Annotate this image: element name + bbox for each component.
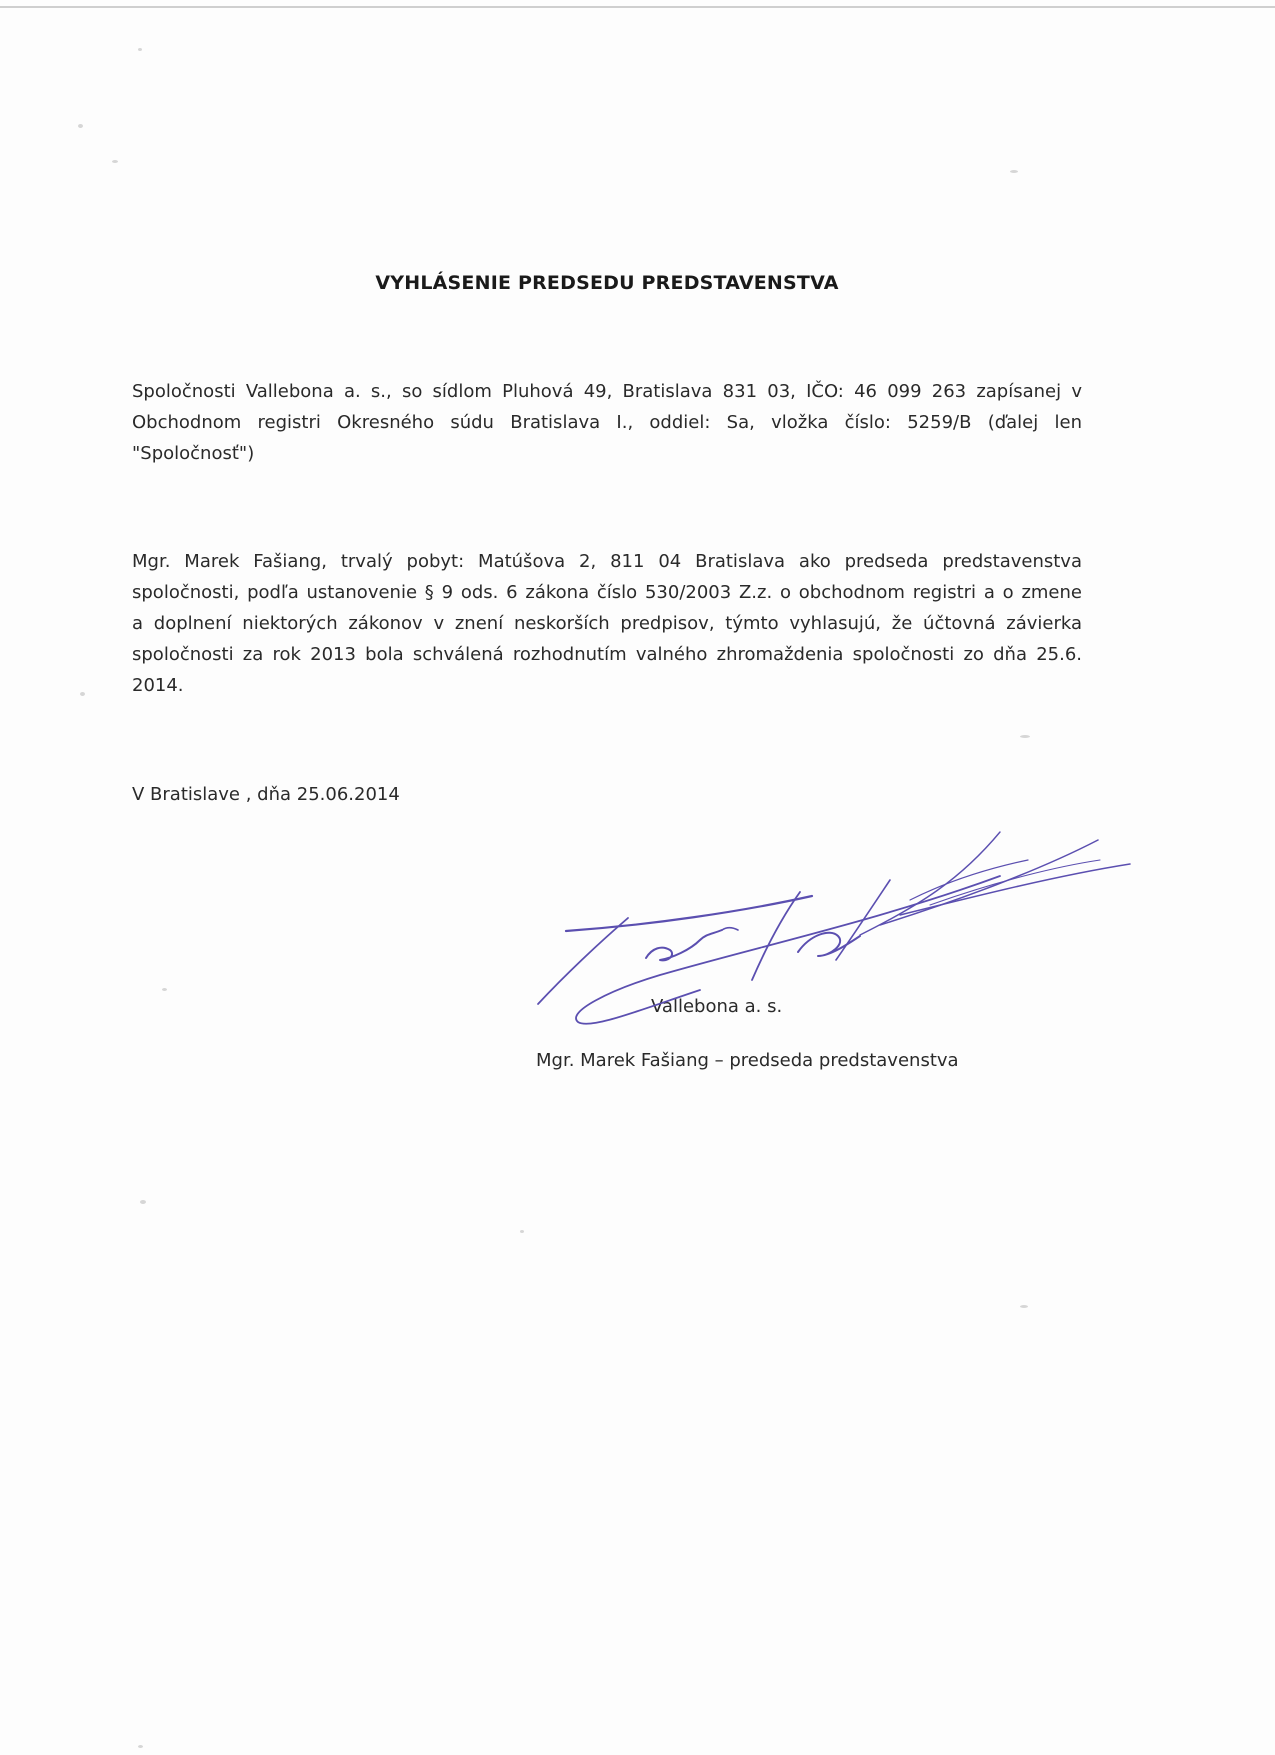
scan-speck bbox=[138, 48, 142, 51]
signature-stroke bbox=[722, 928, 738, 930]
declaration-paragraph bbox=[132, 546, 1082, 701]
scan-speck bbox=[520, 1230, 524, 1233]
signature-stroke bbox=[798, 933, 860, 956]
paragraph-line: Mgr. Marek Fašiang, trvalý pobyt: Matúšova 2, 811 04 Bratislava ako predseda predstavenstva bbox=[132, 551, 1082, 572]
signature-stroke bbox=[752, 892, 800, 980]
paragraph-line: Obchodnom registri Okresného súdu Bratislava I., oddiel: Sa, vložka číslo: 5259/B (ďalej len bbox=[132, 412, 1082, 433]
scan-speck bbox=[162, 988, 167, 991]
paragraph-line: spoločnosti, podľa ustanovenie § 9 ods. 6 zákona číslo 530/2003 Z.z. o obchodnom registri a o zmene bbox=[132, 582, 1082, 603]
document-title: VYHLÁSENIE PREDSEDU PREDSTAVENSTVA bbox=[375, 272, 839, 294]
place-and-date: V Bratislave , dňa 25.06.2014 bbox=[132, 784, 400, 805]
signature-stroke bbox=[646, 930, 722, 960]
scan-speck bbox=[78, 124, 83, 128]
scan-speck bbox=[1010, 170, 1018, 173]
company-identification-paragraph bbox=[132, 376, 1082, 469]
signature-stroke bbox=[880, 840, 1098, 925]
paragraph-line: Spoločnosti Vallebona a. s., so sídlom Pluhová 49, Bratislava 831 03, IČO: 46 099 263 zapísanej v bbox=[132, 381, 1082, 402]
company-name: Vallebona a. s. bbox=[651, 996, 783, 1017]
paragraph-line: spoločnosti za rok 2013 bola schválená rozhodnutím valného zhromaždenia spoločnosti zo dňa 25.6. bbox=[132, 644, 1082, 665]
signature-stroke bbox=[538, 918, 628, 1004]
signature-stroke bbox=[900, 864, 1130, 915]
signature-stroke bbox=[566, 896, 812, 931]
paragraph-line: "Spoločnosť") bbox=[132, 443, 255, 464]
signature-stroke bbox=[910, 860, 1028, 900]
scan-speck bbox=[1020, 1305, 1028, 1308]
paragraph-line: a doplnení niektorých zákonov v znení neskorších predpisov, týmto vyhlasujú, že účtovná závierka bbox=[132, 613, 1082, 634]
scan-speck bbox=[140, 1200, 146, 1204]
scan-speck bbox=[1020, 735, 1030, 738]
scan-speck bbox=[80, 692, 85, 696]
paragraph-line: 2014. bbox=[132, 675, 184, 696]
signature-stroke bbox=[576, 876, 1000, 1024]
scan-top-edge bbox=[0, 6, 1275, 8]
signer-name: Mgr. Marek Fašiang – predseda predstavenstva bbox=[536, 1050, 959, 1071]
scan-speck bbox=[138, 1745, 143, 1748]
signature-stroke bbox=[860, 832, 1000, 935]
signature-stroke bbox=[836, 880, 890, 960]
scan-speck bbox=[112, 160, 118, 163]
signature-stroke bbox=[930, 860, 1100, 905]
